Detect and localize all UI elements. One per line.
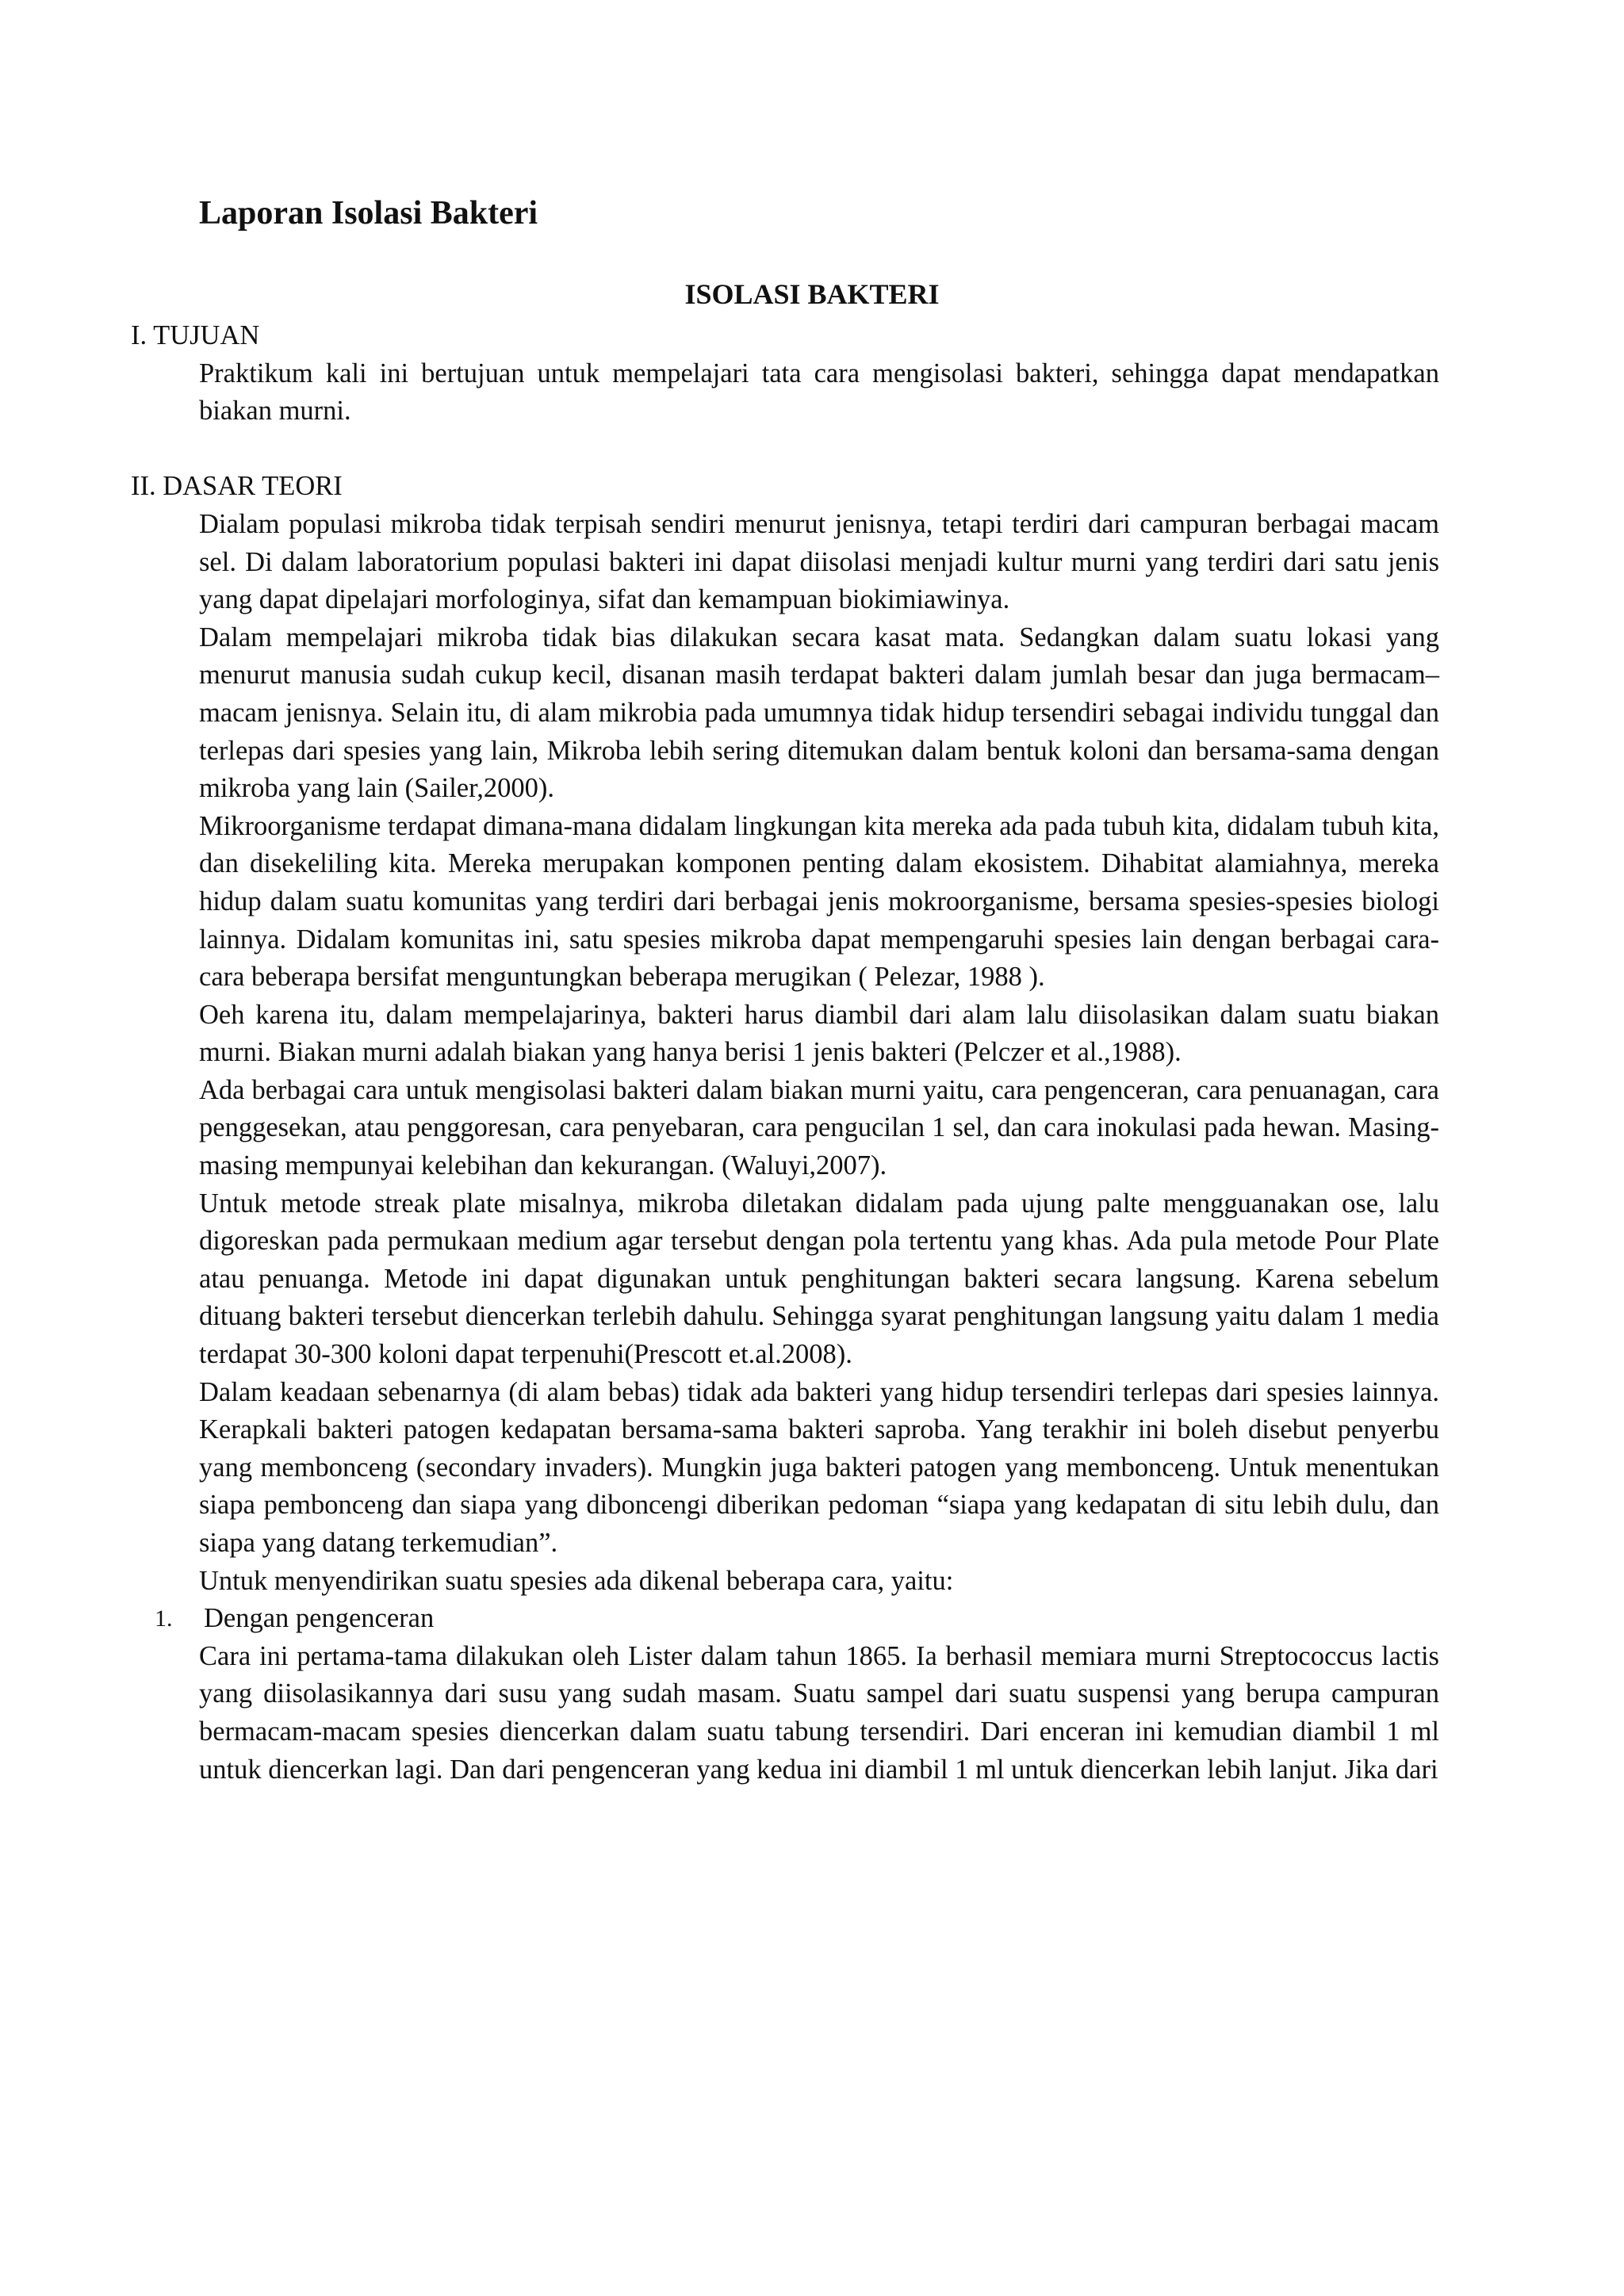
paragraph: Cara ini pertama-tama dilakukan oleh Lister dalam tahun 1865. Ia berhasil memiara murni Streptococcus lactis yang diisolasikannya dari susu yang sudah masam. Suatu sampel dari suatu suspensi yang berupa campuran bermacam-macam spesies diencerkan dalam suatu tabung tersendiri. Dari enceran ini kemudian diambil 1 ml untuk diencerkan lagi. Dan dari pengenceran yang kedua ini diambil 1 ml untuk diencerkan lebih lanjut. Jika dari (199, 1640, 1439, 1785)
document-body (131, 317, 1439, 1789)
section-body-tujuan (199, 355, 1439, 430)
paragraph: Oeh karena itu, dalam mempelajarinya, bakteri harus diambil dari alam lalu diisolasikan dalam suatu biakan murni. Biakan murni adalah biakan yang hanya berisi 1 jenis bakteri (Pelczer et al.,1988). (199, 999, 1439, 1068)
list-number: 1. (155, 1605, 173, 1632)
paragraph: Mikroorganisme terdapat dimana-mana didalam lingkungan kita mereka ada pada tubuh kita, didalam tubuh kita, dan disekeliling kita. Mereka merupakan komponen penting dalam ekosistem. Dihabitat alamiahnya, mereka hidup dalam suatu komunitas yang terdiri dari berbagai jenis mokroorganisme, bersama spesies-spesies biologi lainnya. Didalam komunitas ini, satu spesies mikroba dapat mempengaruhi spesies lain dengan berbagai cara-cara beberapa bersifat menguntungkan beberapa merugikan ( Pelezar, 1988 ). (199, 810, 1439, 993)
paragraph: Praktikum kali ini bertujuan untuk mempelajari tata cara mengisolasi bakteri, sehingga dapat mendapatkan biakan murni. (199, 358, 1439, 427)
paragraph: Dialam populasi mikroba tidak terpisah sendiri menurut jenisnya, tetapi terdiri dari campuran berbagai macam sel. Di dalam laboratorium populasi bakteri ini dapat diisolasi menjadi kultur murni yang terdiri dari satu jenis yang dapat dipelajari morfologinya, sifat dan kemampuan biokimiawinya. (199, 508, 1439, 615)
center-heading: ISOLASI BAKTERI (684, 278, 940, 310)
spacer (131, 430, 1439, 469)
list-item (131, 1600, 1439, 1638)
paragraph: Dalam mempelajari mikroba tidak bias dilakukan secara kasat mata. Sedangkan dalam suatu lokasi yang menurut manusia sudah cukup kecil, disanan masih terdapat bakteri dalam jumlah besar dan juga bermacam–macam jenisnya. Selain itu, di alam mikrobia pada umumnya tidak hidup tersendiri sebagai individu tunggal dan terlepas dari spesies yang lain, Mikroba lebih sering ditemukan dalam bentuk koloni dan bersama-sama dengan mikroba yang lain (Sailer,2000). (199, 622, 1439, 804)
list-item-title: Dengan pengenceran (204, 1603, 435, 1634)
paragraph: Untuk metode streak plate misalnya, mikroba diletakan didalam pada ujung palte mengguanakan ose, lalu digoreskan pada permukaan medium agar tersebut dengan pola tertentu yang khas. Ada pula metode Pour Plate atau penuanga. Metode ini dapat digunakan untuk penghitungan bakteri secara langsung. Karena sebelum dituang bakteri tersebut diencerkan terlebih dahulu. Sehingga syarat penghitungan langsung yaitu dalam 1 media terdapat 30-300 koloni dapat terpenuhi(Prescott et.al.2008). (199, 1188, 1439, 1370)
section-heading-tujuan: I. TUJUAN (131, 320, 260, 350)
list-item-body (199, 1638, 1439, 1789)
paragraph: Dalam keadaan sebenarnya (di alam bebas) tidak ada bakteri yang hidup tersendiri terlepas dari spesies lainnya. Kerapkali bakteri patogen kedapatan bersama-sama bakteri saproba. Yang terakhir ini boleh disebut penyerbu yang membonceng (secondary invaders). Mungkin juga bakteri patogen yang membonceng. Untuk menentukan siapa pembonceng dan siapa yang diboncengi diberikan pedoman “siapa yang kedapatan di situ lebih dulu, dan siapa yang datang terkemudian”. (199, 1376, 1439, 1558)
paragraph: Untuk menyendirikan suatu spesies ada dikenal beberapa cara, yaitu: (199, 1565, 954, 1596)
paragraph: Ada berbagai cara untuk mengisolasi bakteri dalam biakan murni yaitu, cara pengenceran, cara penuanagan, cara penggesekan, atau penggoresan, cara penyebaran, cara pengucilan 1 sel, dan cara inokulasi pada hewan. Masing-masing mempunyai kelebihan dan kekurangan. (Waluyi,2007). (199, 1074, 1439, 1181)
document-title: Laporan Isolasi Bakteri (199, 195, 538, 232)
section-body-dasar-teori (199, 506, 1439, 1600)
section-heading-dasar-teori: II. DASAR TEORI (131, 471, 343, 502)
